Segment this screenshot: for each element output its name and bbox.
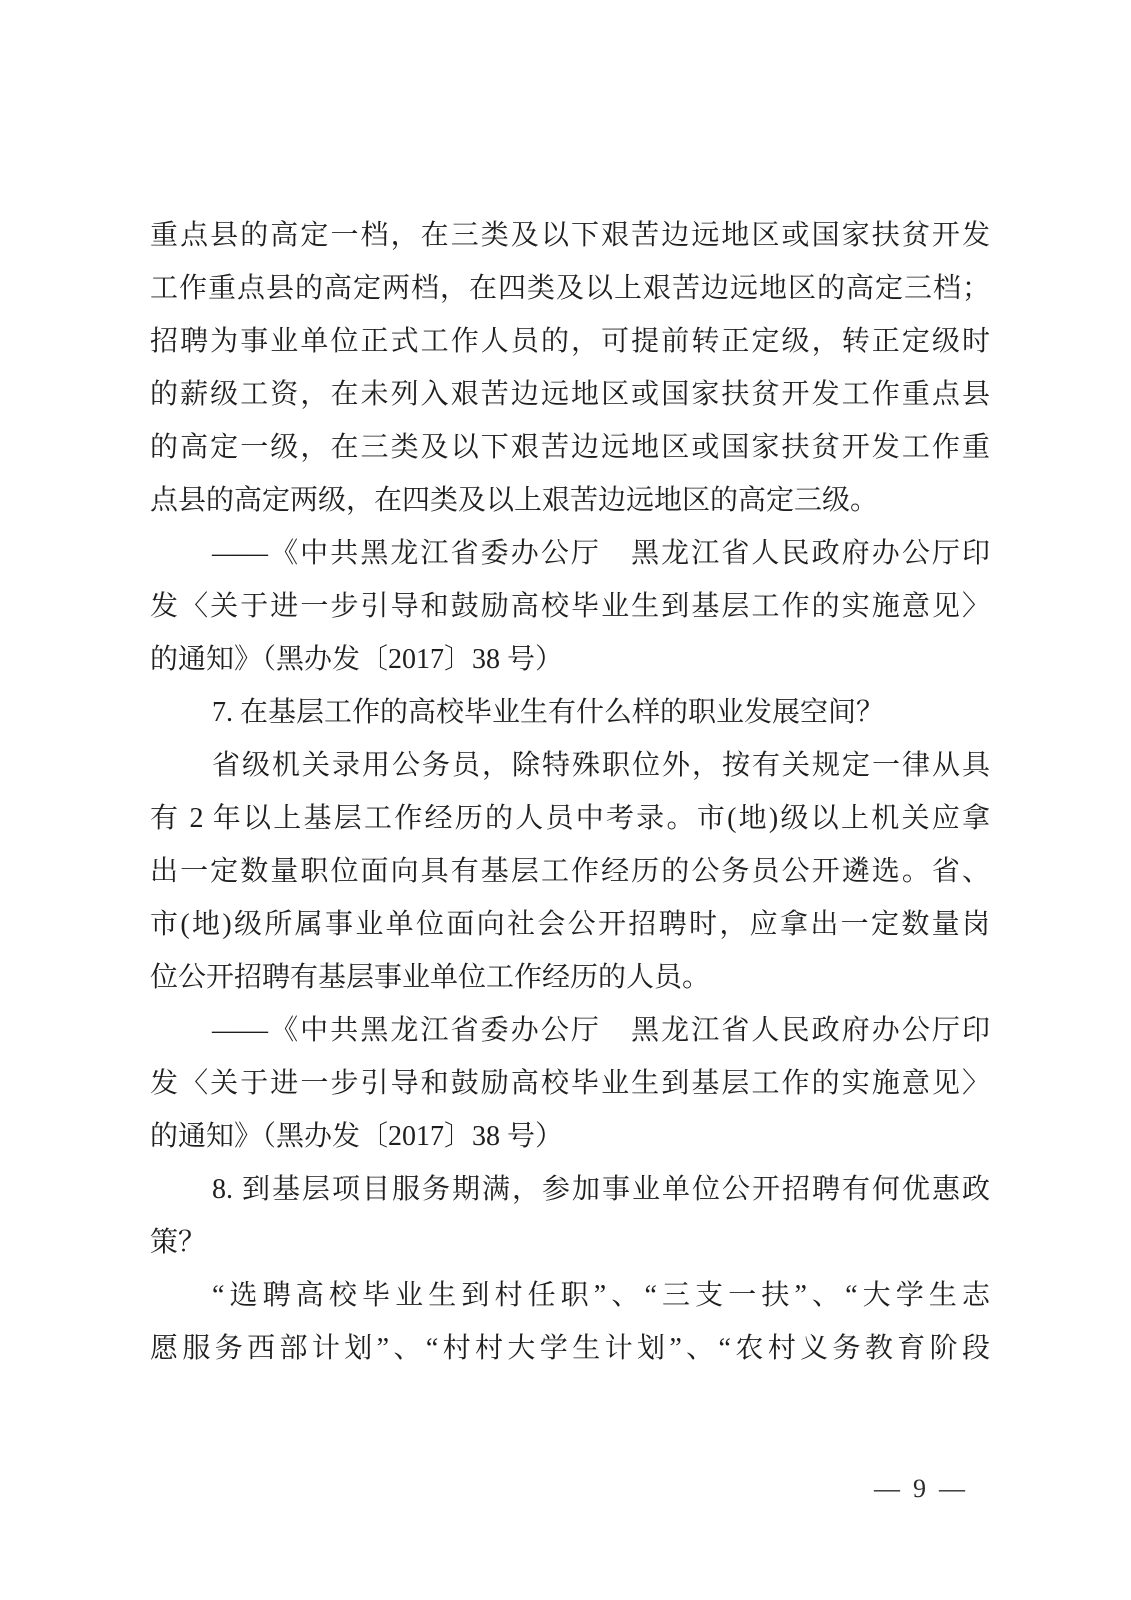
page-footer	[874, 1473, 965, 1505]
document-line: 发〈关于进一步引导和鼓励高校毕业生到基层工作的实施意见〉	[150, 1068, 990, 1099]
document-line: 发〈关于进一步引导和鼓励高校毕业生到基层工作的实施意见〉	[150, 591, 990, 622]
document-line: 7. 在基层工作的高校毕业生有什么样的职业发展空间？	[212, 697, 885, 728]
document-line: 省级机关录用公务员，除特殊职位外，按有关规定一律从具	[212, 750, 990, 781]
document-line: ——《中共黑龙江省委办公厅 黑龙江省人民政府办公厅印	[212, 538, 990, 569]
document-line: 的通知》（黑办发〔2017〕38 号）	[150, 644, 564, 675]
document-line: ——《中共黑龙江省委办公厅 黑龙江省人民政府办公厅印	[212, 1015, 990, 1046]
document-line: 策？	[150, 1227, 207, 1258]
document-line: 的通知》（黑办发〔2017〕38 号）	[150, 1121, 564, 1152]
footer-page-number: 9	[913, 1474, 926, 1503]
document-line: 点县的高定两级，在四类及以上艰苦边远地区的高定三级。	[150, 485, 879, 516]
document-line: “选聘高校毕业生到村任职”、“三支一扶”、“大学生志	[212, 1280, 990, 1311]
document-line: 市(地)级所属事业单位面向社会公开招聘时，应拿出一定数量岗	[150, 909, 990, 940]
document-line: 有 2 年以上基层工作经历的人员中考录。市(地)级以上机关应拿	[150, 803, 990, 834]
document-line: 的高定一级，在三类及以下艰苦边远地区或国家扶贫开发工作重	[150, 432, 990, 463]
document-line: 招聘为事业单位正式工作人员的，可提前转正定级，转正定级时	[150, 326, 990, 357]
document-line: 重点县的高定一档，在三类及以下艰苦边远地区或国家扶贫开发	[150, 220, 990, 251]
document-line: 的薪级工资，在未列入艰苦边远地区或国家扶贫开发工作重点县	[150, 379, 990, 410]
document-line: 位公开招聘有基层事业单位工作经历的人员。	[150, 962, 711, 993]
document-line: 8. 到基层项目服务期满，参加事业单位公开招聘有何优惠政	[212, 1174, 990, 1205]
document-line: 工作重点县的高定两档，在四类及以上艰苦边远地区的高定三档；	[150, 273, 990, 304]
footer-dash-right: —	[939, 1474, 965, 1503]
footer-dash-left: —	[874, 1474, 900, 1503]
document-line: 愿服务西部计划”、“村村大学生计划”、“农村义务教育阶段	[150, 1333, 990, 1364]
document-line: 出一定数量职位面向具有基层工作经历的公务员公开遴选。省、	[150, 856, 990, 887]
document-body	[150, 209, 990, 1375]
